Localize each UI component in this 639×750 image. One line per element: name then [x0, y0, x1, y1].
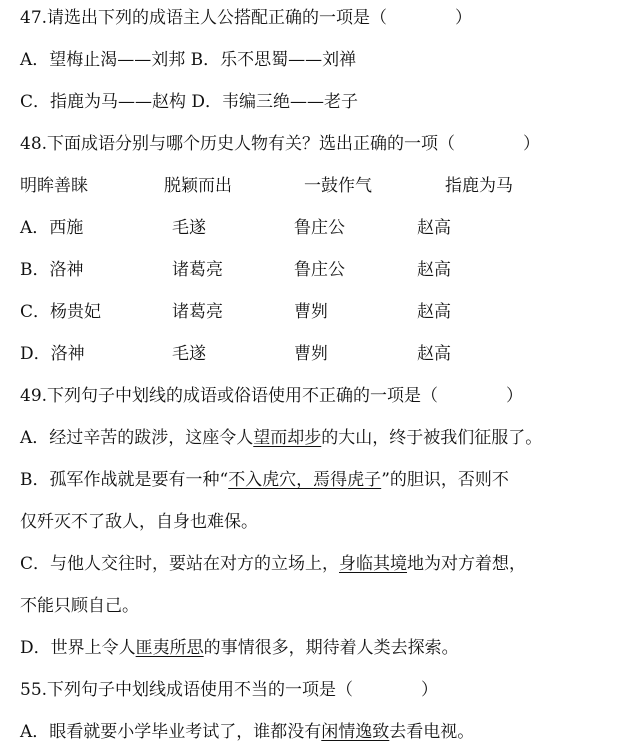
q49-d-underlined-idiom: 匪夷所思 — [135, 638, 204, 658]
q49-option-c — [20, 552, 526, 576]
q48-option-col3: 曹刿 — [294, 302, 328, 322]
q48-option-row — [20, 300, 620, 324]
q49-a-text-end: 的大山，终于被我们征服了。 — [321, 428, 543, 448]
q48-option-col4: 赵高 — [417, 344, 451, 364]
q48-option-col4: 赵高 — [417, 218, 451, 238]
q47-options-cd: C．指鹿为马——赵构 D．韦编三绝——老子 — [20, 92, 359, 112]
q48-stem: 48.下面成语分别与哪个历史人物有关？选出正确的一项（ ） — [20, 134, 541, 154]
q48-header-1: 明眸善睐 — [20, 176, 88, 196]
q48-option-label: B．洛神 — [20, 260, 84, 280]
q55-a-underlined-idiom: 闲情逸致 — [321, 722, 390, 742]
q48-header-2: 脱颖而出 — [164, 176, 232, 196]
q55-option-a — [20, 720, 474, 744]
q49-option-c-continuation: 不能只顾自己。 — [20, 596, 139, 616]
q49-b-text-end: ”的胆识，否则不 — [381, 470, 509, 490]
q48-header-3: 一鼓作气 — [304, 176, 372, 196]
q47-options-ab: A．望梅止渴——刘邦 B．乐不思蜀——刘禅 — [20, 50, 357, 70]
q49-stem: 49.下列句子中划线的成语或俗语使用不正确的一项是（ ） — [20, 386, 524, 406]
q48-header-row — [20, 174, 620, 198]
q49-c-text-end: 地为对方着想， — [407, 554, 527, 574]
q49-a-underlined-idiom: 望而却步 — [253, 428, 322, 448]
q48-option-col3: 鲁庄公 — [294, 218, 345, 238]
q49-d-text: D．世界上令人 — [20, 638, 136, 658]
q49-c-text: C．与他人交往时，要站在对方的立场上， — [20, 554, 340, 574]
q48-header-4: 指鹿为马 — [445, 176, 513, 196]
q47-stem: 47.请选出下列的成语主人公搭配正确的一项是（ ） — [20, 8, 473, 28]
q49-d-text-end: 的事情很多，期待着人类去探索。 — [203, 638, 459, 658]
q48-option-col4: 赵高 — [417, 302, 451, 322]
q48-option-row — [20, 216, 620, 240]
q48-option-row — [20, 258, 620, 282]
q48-option-label: A．西施 — [20, 218, 84, 238]
q48-option-col2: 诸葛亮 — [172, 302, 223, 322]
q55-a-text: A．眼看就要小学毕业考试了，谁都没有 — [20, 722, 322, 742]
q49-option-b-continuation: 仅歼灭不了敌人，自身也难保。 — [20, 512, 258, 532]
q49-a-text: A．经过辛苦的跋涉，这座令人 — [20, 428, 254, 448]
q55-a-text-end: 去看电视。 — [389, 722, 475, 742]
q48-option-label: C．杨贵妃 — [20, 302, 102, 322]
q49-option-d — [20, 636, 459, 660]
q48-option-col2: 诸葛亮 — [172, 260, 223, 280]
q49-option-a — [20, 426, 542, 450]
q55-stem: 55.下列句子中划线成语使用不当的一项是（ ） — [20, 680, 439, 700]
q48-option-col2: 毛遂 — [172, 344, 206, 364]
q48-option-col4: 赵高 — [417, 260, 451, 280]
q48-option-col3: 曹刿 — [294, 344, 328, 364]
q49-option-b — [20, 468, 509, 492]
q49-b-underlined-proverb: 不入虎穴，焉得虎子 — [228, 470, 382, 490]
q48-option-col2: 毛遂 — [172, 218, 206, 238]
q48-option-col3: 鲁庄公 — [294, 260, 345, 280]
q49-c-underlined-idiom: 身临其境 — [339, 554, 408, 574]
q49-b-text: B．孤军作战就是要有一种“ — [20, 470, 229, 490]
q48-option-label: D．洛神 — [20, 344, 85, 364]
q48-option-row — [20, 342, 620, 366]
